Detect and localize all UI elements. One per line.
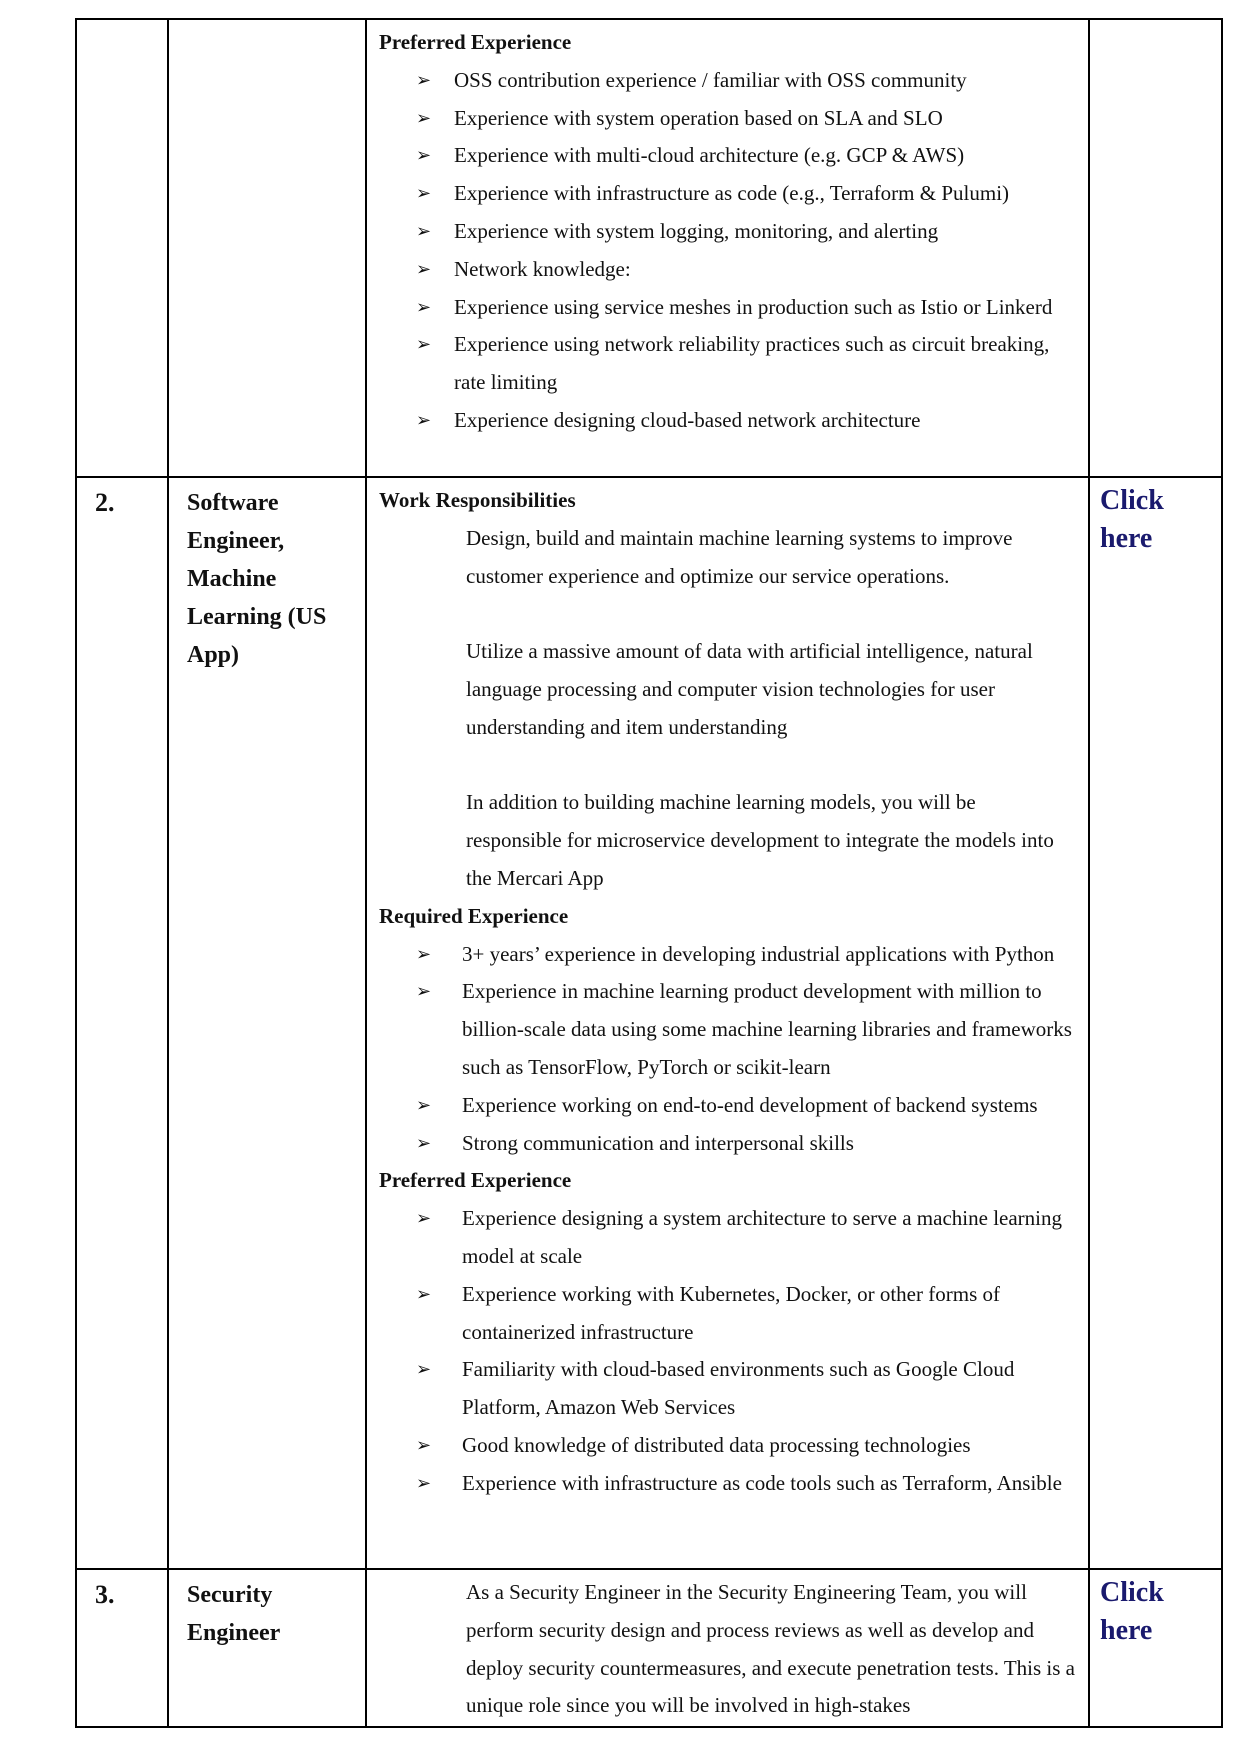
job-description <box>366 1569 1089 1727</box>
job-row-2 <box>76 477 1222 1569</box>
job-number: 2. <box>76 477 168 1569</box>
list-item: ➢ Experience with infrastructure as code (e.g., Terraform & Pulumi) <box>379 175 1076 213</box>
responsibility-paragraph: Utilize a massive amount of data with artificial intelligence, natural language processing and computer vision technologies for user understanding and item understanding <box>466 639 1033 739</box>
click-here-link[interactable]: Click here <box>1089 477 1222 1569</box>
list-item: ➢ Good knowledge of distributed data processing technologies <box>379 1427 1076 1465</box>
job-description-paragraph: As a Security Engineer in the Security Engineering Team, you will perform security design and process reviews as well as develop and deploy security countermeasures, and execute penetration tests. This is a unique role since you will be involved in high-stakes <box>466 1580 1075 1718</box>
list-item: ➢ Experience designing a system architecture to serve a machine learning model at scale <box>379 1200 1076 1276</box>
job-title: Software Engineer, Machine Learning (US App) <box>168 477 366 1569</box>
required-experience-heading: Required Experience <box>379 903 569 928</box>
preferred-experience-heading: Preferred Experience <box>379 30 572 54</box>
list-item: ➢ Experience using service meshes in production such as Istio or Linkerd <box>379 289 1076 327</box>
required-experience-list <box>379 936 1076 1163</box>
list-item: ➢ Experience with system logging, monitoring, and alerting <box>379 213 1076 251</box>
job-title: Security Engineer <box>168 1569 366 1727</box>
list-item: ➢ 3+ years’ experience in developing industrial applications with Python <box>379 936 1076 974</box>
responsibility-paragraph: Design, build and maintain machine learning systems to improve customer experience and optimize our service operations. <box>466 525 1013 588</box>
list-item: ➢ Familiarity with cloud-based environments such as Google Cloud Platform, Amazon Web Services <box>379 1351 1076 1427</box>
list-item: ➢ Experience designing cloud-based network architecture <box>379 402 1076 440</box>
list-item: ➢ Experience working with Kubernetes, Docker, or other forms of containerized infrastructure <box>379 1276 1076 1352</box>
preferred-experience-list <box>379 62 1076 440</box>
list-item: ➢ Experience using network reliability practices such as circuit breaking, rate limiting <box>379 326 1076 402</box>
list-item: ➢ Experience working on end-to-end development of backend systems <box>379 1087 1076 1125</box>
list-item: ➢ Network knowledge: <box>379 251 1076 289</box>
job-number <box>76 19 168 477</box>
preferred-experience-heading: Preferred Experience <box>379 1168 572 1193</box>
job-row-1-continued <box>76 19 1222 477</box>
list-item: ➢ Experience with infrastructure as code tools such as Terraform, Ansible <box>379 1465 1076 1503</box>
work-responsibilities-heading: Work Responsibilities <box>379 488 576 512</box>
link-cell <box>1089 19 1222 477</box>
job-description <box>366 477 1089 1569</box>
click-here-link[interactable]: Click here <box>1089 1569 1222 1727</box>
list-item: ➢ Experience in machine learning product development with million to billion-scale data using some machine learning libraries and frameworks such as TensorFlow, PyTorch or scikit-learn <box>379 973 1076 1086</box>
job-title <box>168 19 366 477</box>
job-description <box>366 19 1089 477</box>
job-number: 3. <box>76 1569 168 1727</box>
list-item: ➢ OSS contribution experience / familiar with OSS community <box>379 62 1076 100</box>
job-row-3 <box>76 1569 1222 1727</box>
list-item: ➢ Experience with system operation based on SLA and SLO <box>379 100 1076 138</box>
list-item: ➢ Experience with multi-cloud architecture (e.g. GCP & AWS) <box>379 137 1076 175</box>
job-listings-table <box>75 18 1223 1728</box>
preferred-experience-list <box>379 1200 1076 1502</box>
responsibility-paragraph: In addition to building machine learning models, you will be responsible for microservice development to integrate the models into the Mercari App <box>466 790 1054 890</box>
list-item: ➢ Strong communication and interpersonal skills <box>379 1125 1076 1163</box>
